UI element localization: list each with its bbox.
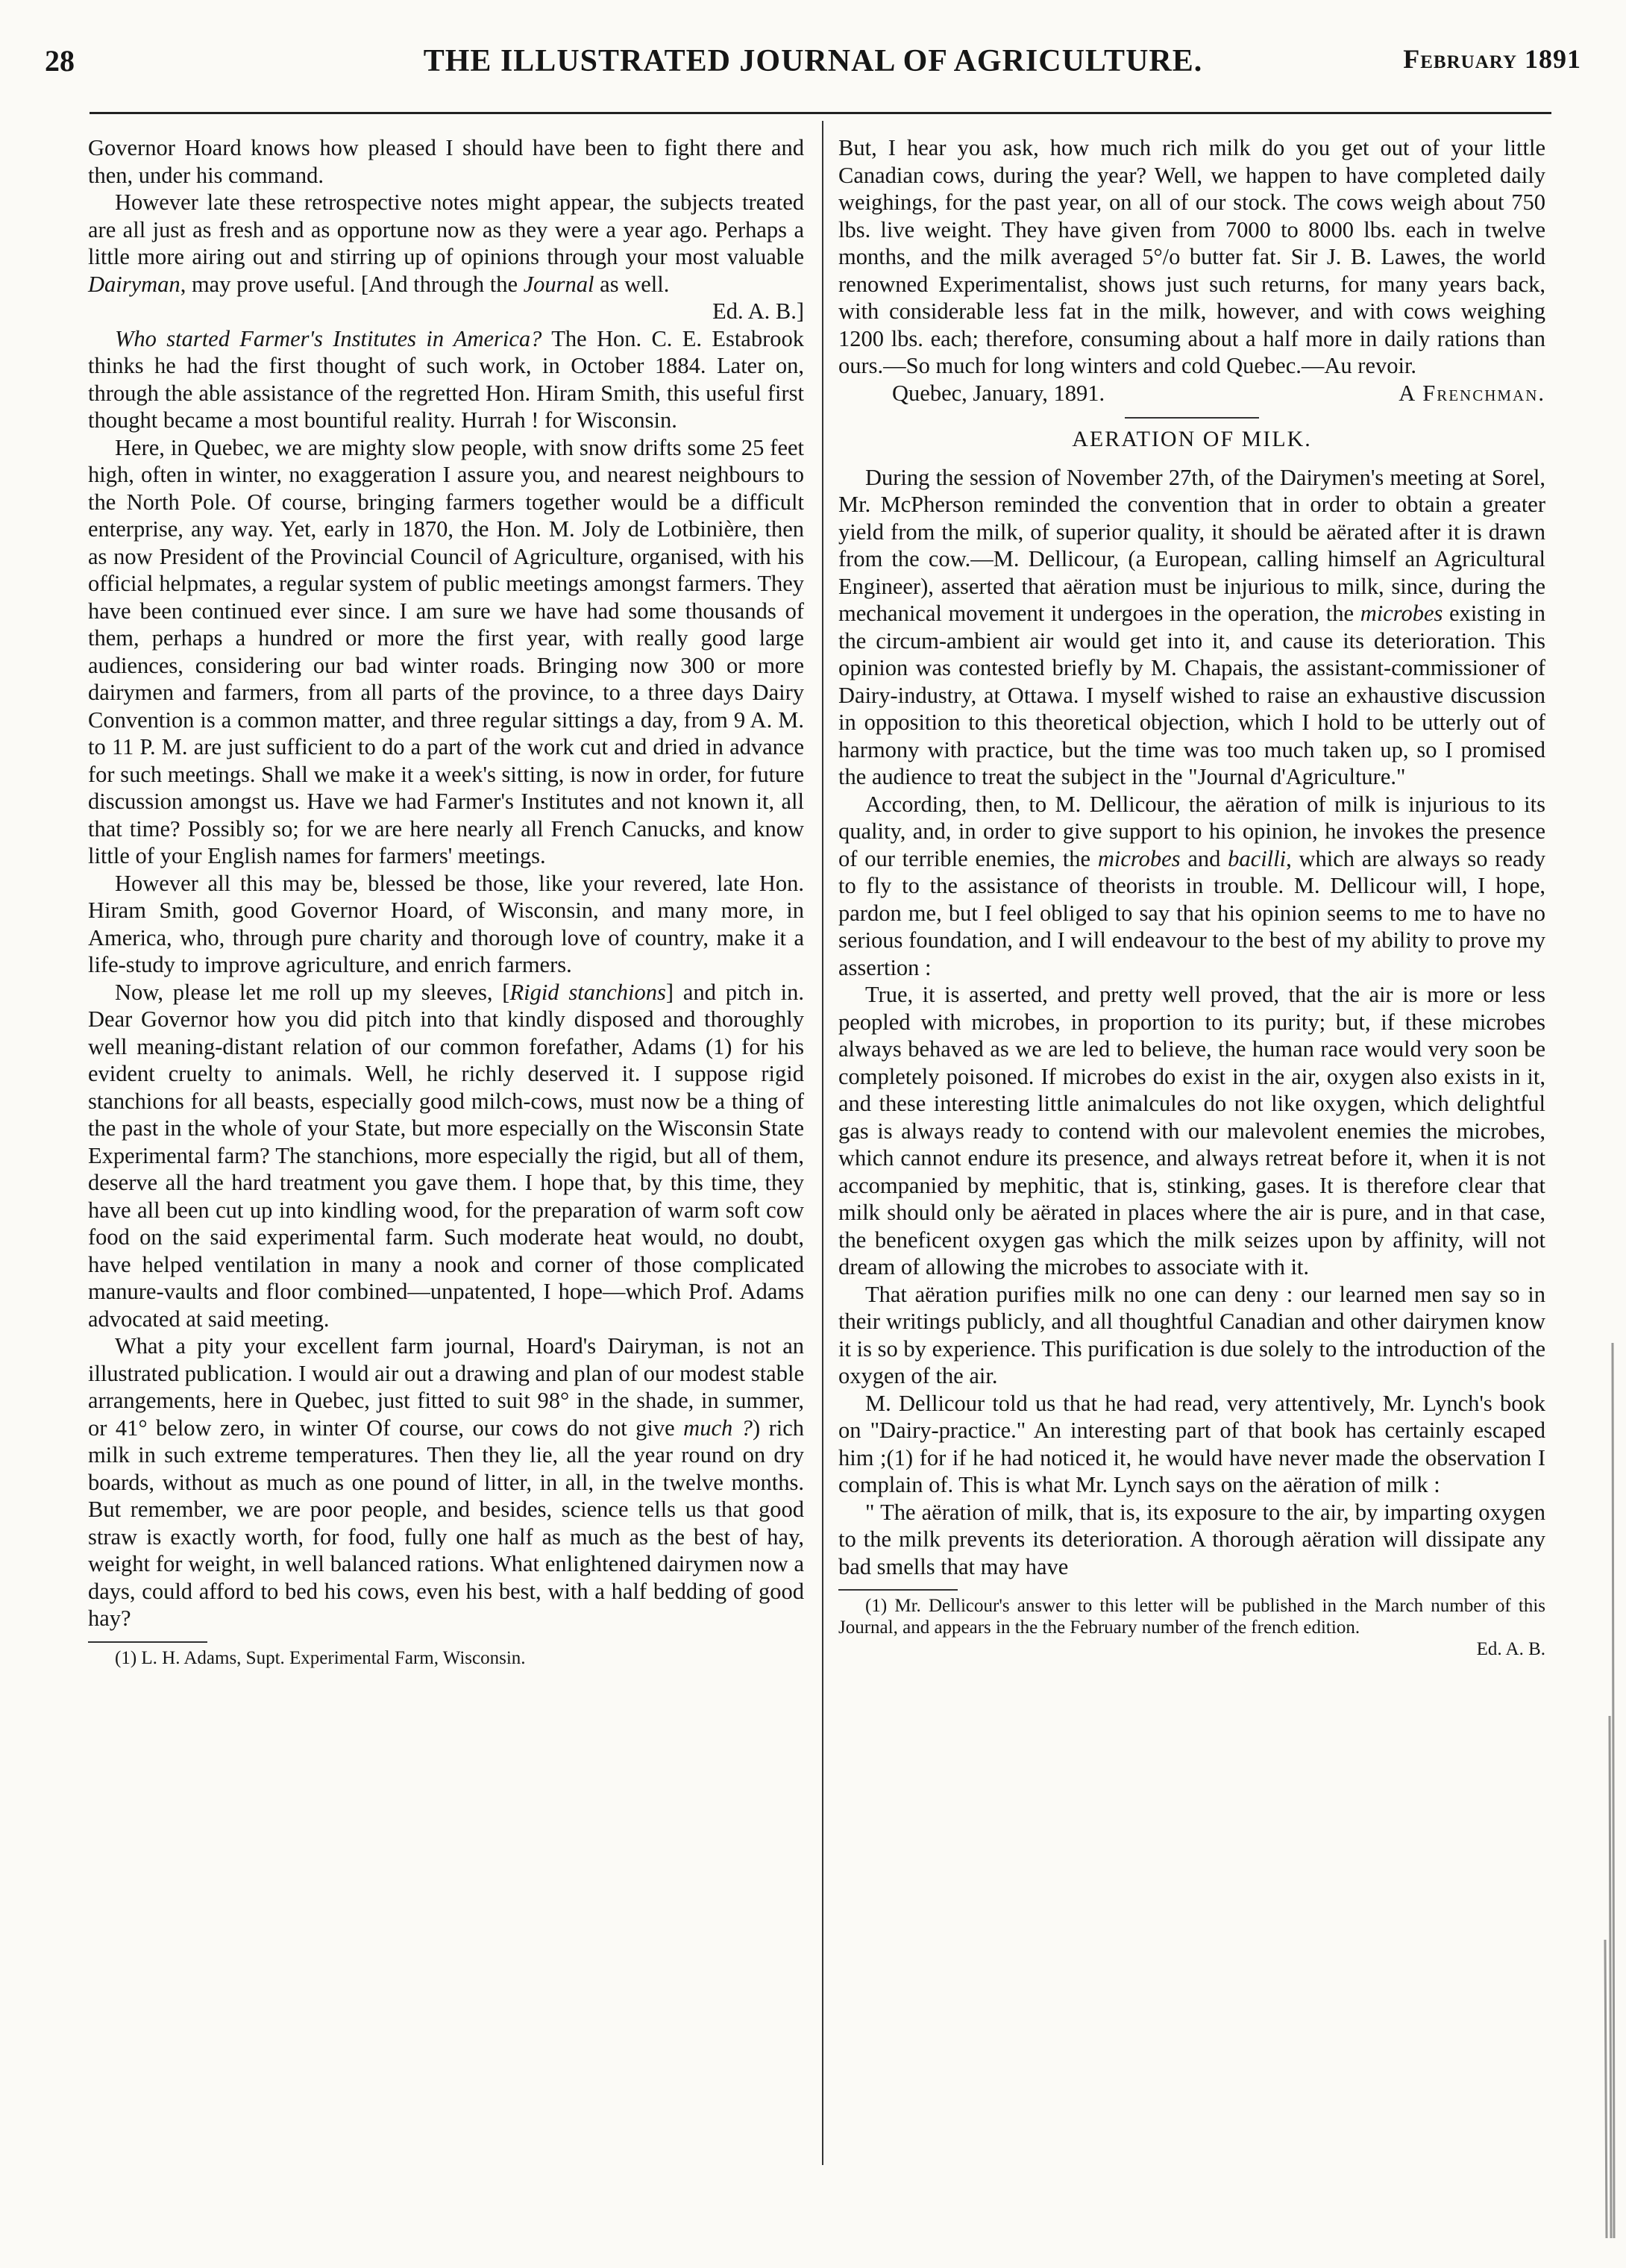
paragraph: Who started Farmer's Institutes in America? The Hon. C. E. Estabrook thinks he had the first thought of such work, in October 1884. Later on, through the able assistance of the regretted Hon. Hiram Smith, this useful first thought became a most bountiful reality. Hurrah ! for Wisconsin. [88, 325, 804, 433]
page-number: 28 [45, 44, 75, 78]
column-divider [822, 121, 823, 2165]
page-header [45, 43, 1581, 88]
section-heading: AERATION OF MILK. [1072, 427, 1312, 451]
paragraph: Now, please let me roll up my sleeves, [Rigid stanchions] and pitch in. Dear Governor how you did pitch into that kindly disposed and thoroughly well meaning-distant relation of our common forefather, Adams (1) for his evident cruelty to animals. Well, he richly deserved it. I suppose rigid stanchions for all beasts, especially good milch-cows, must now be a thing of the past in the whole of your State, but more especially on the Wisconsin State Experimental farm? The stanchions, more especially the rigid, but all of them, deserve all the hard treatment you gave them. I hope that, by this time, they have all been cut up into kindling wood, for the preparation of warm soft cow food on the said experimental farm. Such moderate heat would, no doubt, have helped ventilation in many a nook and corner of those complicated manure-vaults and floor combined—unpatented, I hope—which Prof. Adams advocated at said meeting. [88, 979, 804, 1332]
page-edge-marks [1590, 895, 1620, 2238]
header-rule [90, 112, 1551, 114]
footnote-signature: Ed. A. B. [1476, 1639, 1545, 1659]
left-column [88, 134, 804, 1669]
paragraph: Governor Hoard knows how pleased I should have been to fight there and then, under his command. [88, 135, 804, 188]
signoff-place: Quebec, January, 1891. [892, 380, 1105, 406]
editor-signature: Ed. A. B.] [712, 298, 804, 324]
paragraph: That aëration purifies milk no one can deny : our learned men say so in their writings publicly, and all thoughtful Canadian and other dairymen know it is so by experience. This purification is due solely to the introduction of the oxygen of the air. [838, 1281, 1545, 1388]
signoff [838, 380, 1545, 407]
paragraph: What a pity your excellent farm journal, Hoard's Dairyman, is not an illustrated publication. I would air out a drawing and plan of our modest stable arrangements, here in Quebec, just fitted to suit 98° in the shade, in summer, or 41° below zero, in winter Of course, our cows do not give much ?) rich milk in such extreme temperatures. Then they lie, all the year round on dry boards, without as much as one pound of litter, in all, in the twelve months. But remember, we are poor people, and besides, science tells us that good straw is exactly worth, for food, fully one half as much as the best of hay, weight for weight, in well balanced rations. What enlightened dairymen now a days, could afford to bed his cows, even his best, with a half bedding of good hay? [88, 1333, 804, 1631]
footnote: (1) L. H. Adams, Supt. Experimental Farm, Wisconsin. [115, 1647, 526, 1668]
paragraph: " The aëration of milk, that is, its exposure to the air, by imparting oxygen to the milk prevents its deterioration. A thorough aëration will dissipate any bad smells that may have [838, 1499, 1545, 1579]
paragraph: According, then, to M. Dellicour, the aëration of milk is injurious to its quality, and, in order to give support to his opinion, he invokes the presence of our terrible enemies, the microbes and bacilli, which are always so ready to fly to the assistance of theorists in trouble. M. Dellicour will, I hope, pardon me, but I feel obliged to say that his opinion seems to me to have no serious foundation, and I will endeavour to the best of my ability to prove my assertion : [838, 791, 1545, 980]
paragraph: However late these retrospective notes might appear, the subjects treated are all just as fresh and as opportune now as they were a year ago. Perhaps a little more airing out and stirring up of opinions through your most valuable Dairyman, may prove useful. [And through the Journal as well. [88, 189, 804, 297]
paragraph: But, I hear you ask, how much rich milk do you get out of your little Canadian cows, during the year? Well, we happen to have completed daily weighings, for the past year, on all of our stock. The cows weigh about 750 lbs. live weight. They have given from 7000 to 8000 lbs. each in twelve months, and the milk averaged 5°/o butter fat. Sir J. B. Lawes, the world renowned Experimentalist, shows just such returns, for many years back, with considerable less fat in the milk, however, and with cows weighing 1200 lbs. each; therefore, consuming about a half more in daily rations than ours.—So much for long winters and cold Quebec.—Au revoir. [838, 135, 1545, 378]
paragraph: True, it is asserted, and pretty well proved, that the air is more or less peopled with microbes, in proportion to its purity; but, if these microbes always behaved as we are led to believe, the human race would very soon be completely poisoned. If microbes do exist in the air, oxygen also exists in it, and these interesting little animalcules do not like oxygen, which delightful gas is always ready to contend with our malevolent enemies the microbes, which cannot endure its presence, and always retreat before it, when it is not accompanied by mephitic, that is, stinking, gases. It is therefore clear that milk should only be aërated in places where the air is pure, and in that case, the beneficent oxygen gas which the milk seizes upon by affinity, will not dream of allowing the microbes to associate with it. [838, 982, 1545, 1279]
issue-date: February 1891 [1403, 44, 1581, 74]
footnote-rule [838, 1589, 958, 1591]
paragraph: M. Dellicour told us that he had read, very attentively, Mr. Lynch's book on "Dairy-practice." An interesting part of that book has certainly escaped him ;(1) for if he had noticed it, he would have never made the observation I complain of. This is what Mr. Lynch says on the aëration of milk : [838, 1390, 1545, 1497]
signoff-name: A Frenchman. [1399, 380, 1545, 406]
right-column [838, 134, 1545, 1660]
paragraph: However all this may be, blessed be those, like your revered, late Hon. Hiram Smith, good Governor Hoard, of Wisconsin, and many more, in America, who, through pure charity and thorough love of country, make it a life-study to improve agriculture, and enrich farmers. [88, 870, 804, 977]
paragraph: During the session of November 27th, of the Dairymen's meeting at Sorel, Mr. McPherson reminded the convention that in order to obtain a greater yield from the milk, of superior quality, it should be aërated after it is drawn from the cow.—M. Dellicour, (a European, calling himself an Agricultural Engineer), asserted that aëration must be injurious to milk, since, during the mechanical movement it undergoes in the operation, the microbes existing in the circum-ambient air would get into it, and cause its deterioration. This opinion was contested briefly by M. Chapais, the assistant-commissioner of Dairy-industry, at Ottawa. I myself wished to raise an exhaustive discussion in opposition to this theoretical objection, which I hold to be utterly out of harmony with practice, but the time was too much taken up, so I promised the audience to treat the subject in the "Journal d'Agriculture." [838, 464, 1545, 789]
paragraph: Here, in Quebec, we are mighty slow people, with snow drifts some 25 feet high, often in winter, no exaggeration I assure you, and nearest neighbours to the North Pole. Of course, bringing farmers together would be a difficult enterprise, any way. Yet, early in 1870, the Hon. M. Joly de Lotbinière, then as now President of the Provincial Council of Agriculture, organised, with his official helpmates, a regular system of public meetings amongst farmers. They have been continued ever since. I am sure we have had some thousands of them, perhaps a hundred or more the first year, with really good large audiences, considering our bad winter roads. Bringing now 300 or more dairymen and farmers, from all parts of the province, to a three days Dairy Convention is a common matter, and three regular sittings a day, from 9 A. M. to 11 P. M. are just sufficient to do a part of the work cut and dried in advance for such meetings. Shall we make it a week's sitting, is now in order, for future discussion amongst us. Have we had Farmer's Institutes and not known it, all that time? Possibly so; for we are here nearly all French Canucks, and know little of your English names for farmers' meetings. [88, 434, 804, 868]
journal-title: THE ILLUSTRATED JOURNAL OF AGRICULTURE. [423, 44, 1203, 78]
section-rule [1125, 417, 1259, 419]
footnote: (1) Mr. Dellicour's answer to this letter will be published in the March number of this Journal, and appears in the the February number of the french edition. Ed. A. B. [838, 1596, 1545, 1659]
footnote-rule [88, 1641, 207, 1643]
